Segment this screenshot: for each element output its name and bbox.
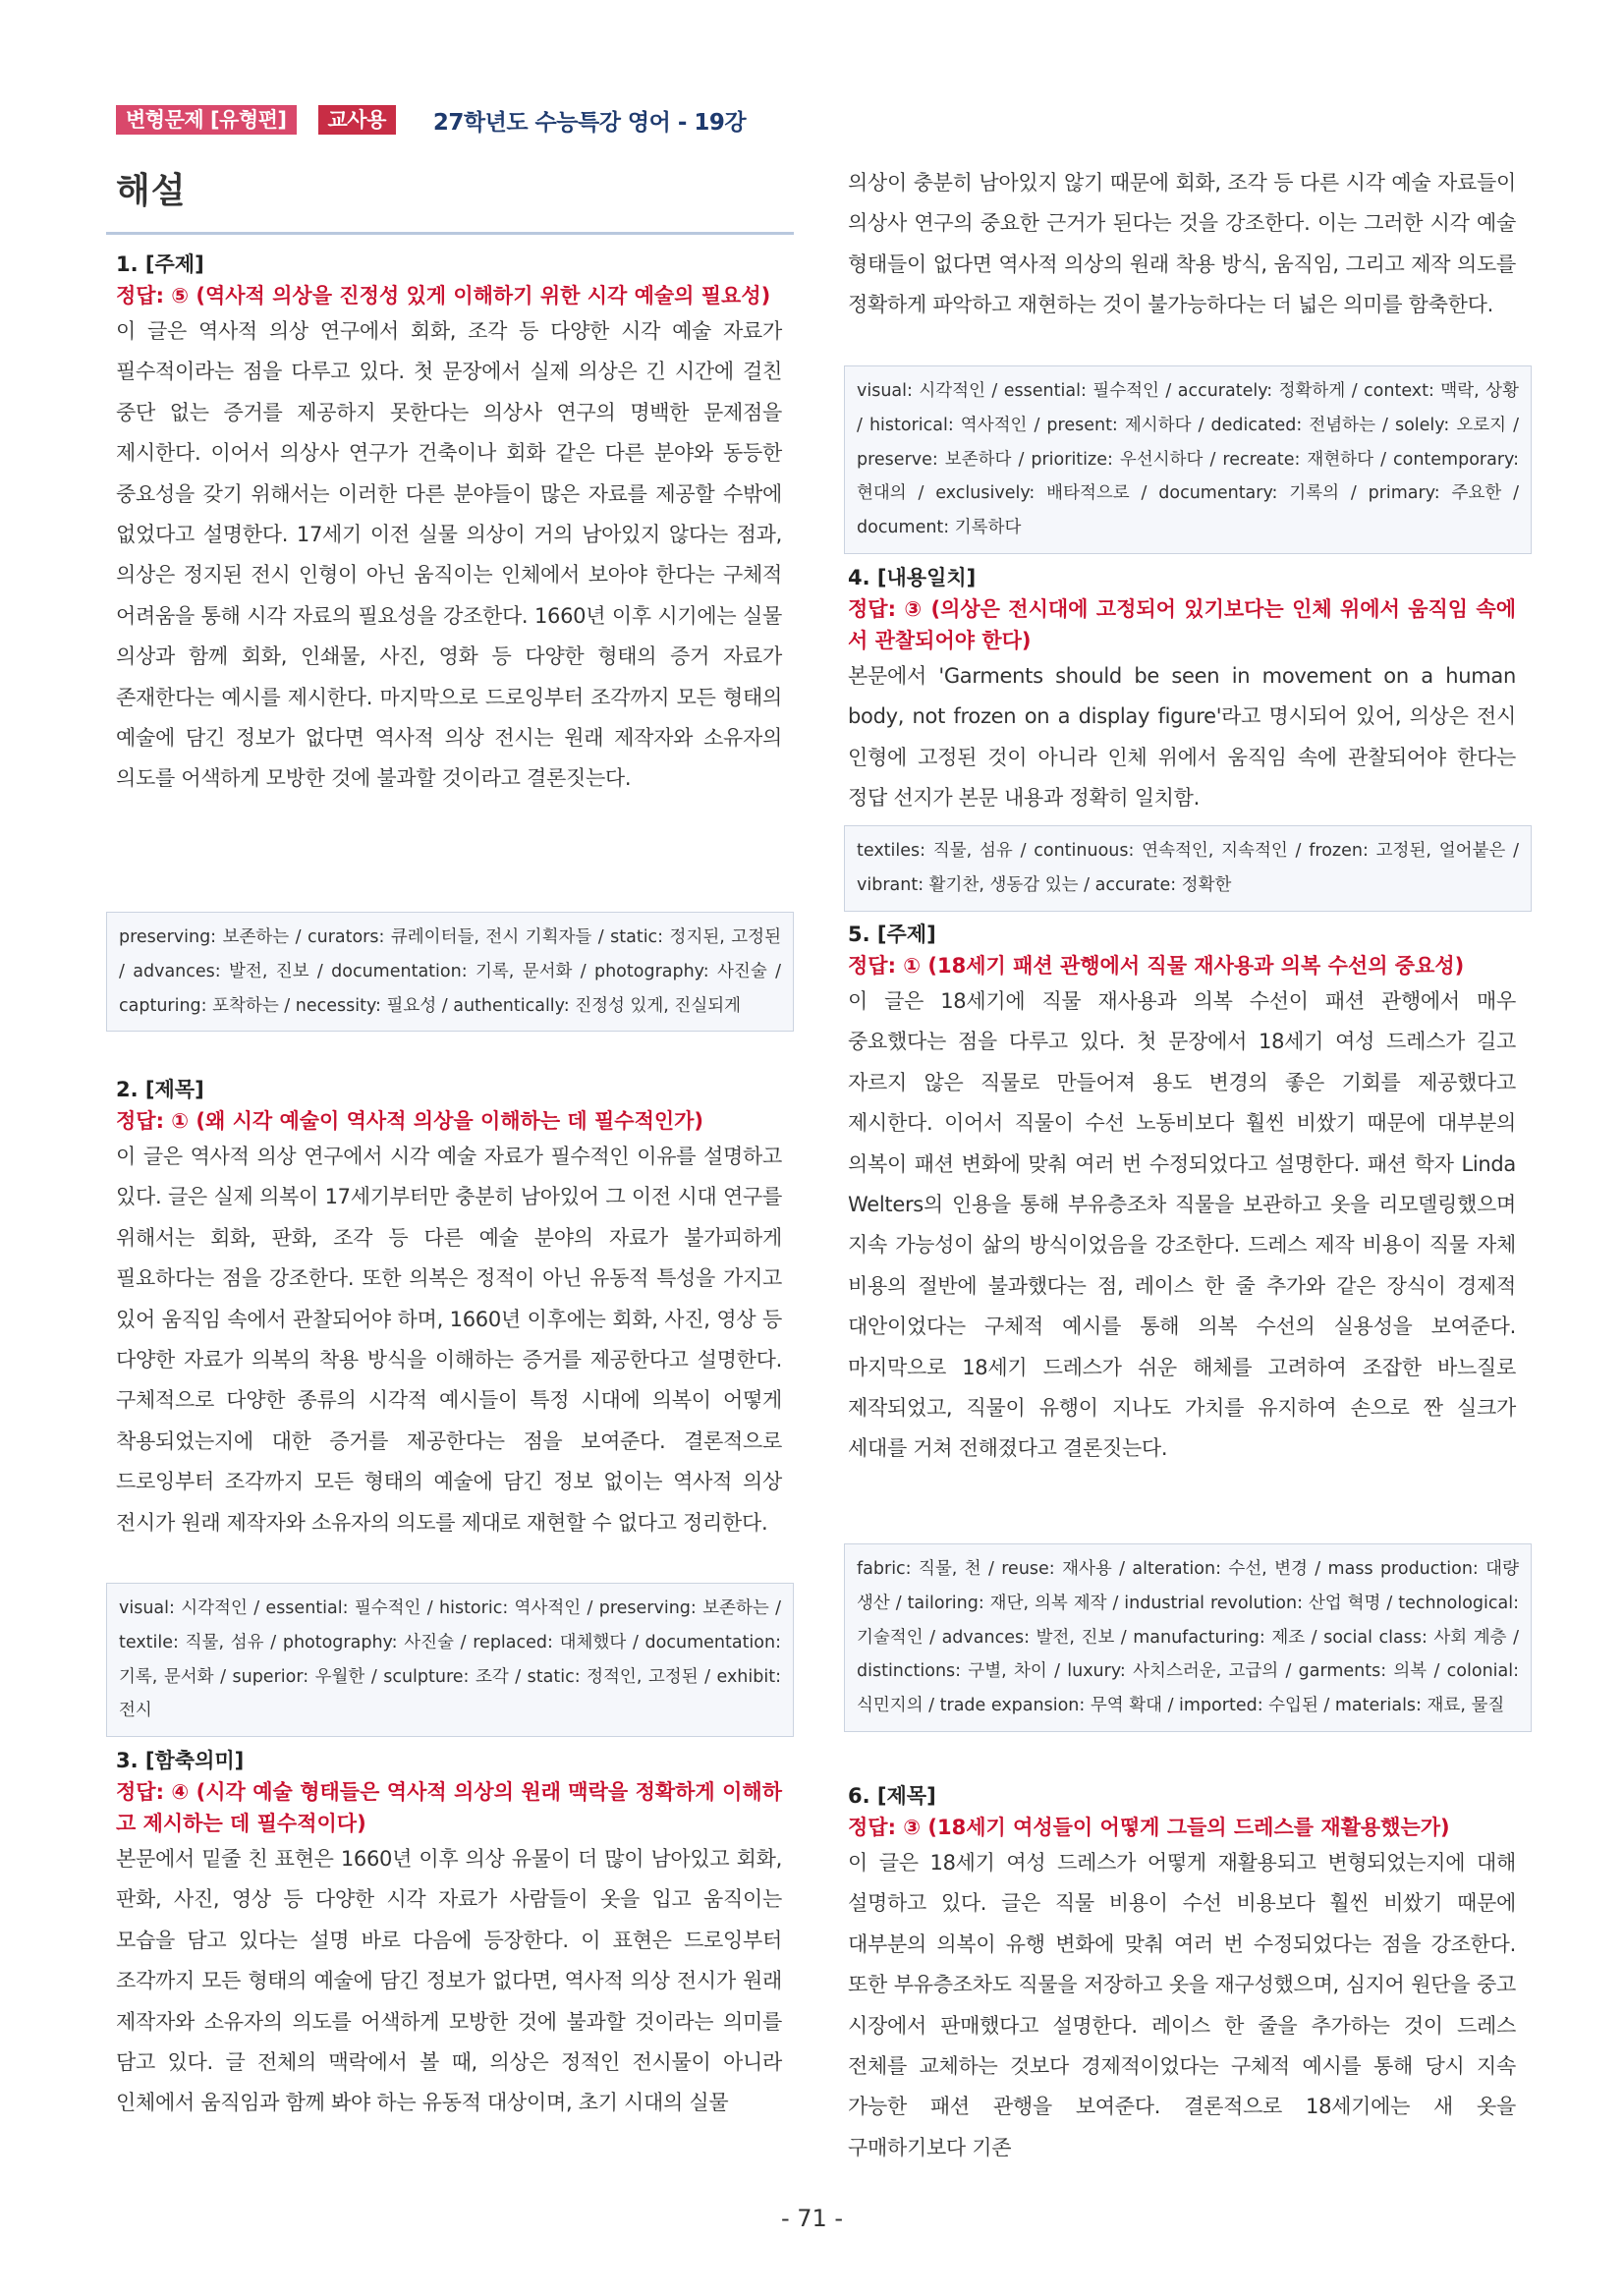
category-tag: 변형문제 [유형편] [116,105,297,135]
vocab-box-2: visual: 시각적인 / essential: 필수적인 / historic: 역사적인 / preserving: 보존하는 / textile: 직물, 섬유 / photography: 사진술 / replaced: 대체했다 / documentation: 기록, 문서화 / superior: 우월한 / sculpture: 조각 / static: 정적인, 고정된 / exhibit: 전시 [106,1583,794,1737]
page-number: - 71 - [780,2205,844,2232]
question-heading: 4. [내용일치] [848,566,977,589]
vocab-box-4: textiles: 직물, 섬유 / continuous: 연속적인, 지속적인 / frozen: 고정된, 얼어붙은 / vibrant: 활기찬, 생동감 있는 / accurate: 정확한 [844,825,1532,912]
question-2 [116,1074,782,1543]
question-5 [848,919,1516,1470]
header-title: 27학년도 수능특강 영어 - 19강 [432,109,747,136]
teacher-tag: 교사용 [318,105,396,135]
explanation-paragraph: 본문에서 'Garments should be seen in movement on a human body, not frozen on a display figure'라고 명시되어 있어, 의상은 전시 인형에 고정된 것이 아니라 인체 위에서 움직임 속에 관찰되어야 한다는 정답 선지가 본문 내용과 정확히 일치함. [848,664,1516,811]
explanation-paragraph: 이 글은 18세기 여성 드레스가 어떻게 재활용되고 변형되었는지에 대해 설명하고 있다. 글은 직물 비용이 수선 비용보다 훨씬 비쌌기 때문에 대부분의 의복이 유행 변화에 맞춰 여러 번 수정되었다는 점을 강조한다. 또한 부유층조차도 직물을 저장하고 옷을 재구성했으며, 심지어 원단을 중고 시장에서 판매했다고 설명한다. 레이스 한 줄을 추가하는 것이 드레스 전체를 교체하는 것보다 경제적이었다는 구체적 예시를 통해 당시 지속 가능한 패션 관행을 보여준다. 결론적으로 18세기에는 새 옷을 구매하기보다 기존 [848,1851,1516,2159]
explanation-paragraph: 본문에서 밑줄 친 표현은 1660년 이후 의상 유물이 더 많이 남아있고 회화, 판화, 사진, 영상 등 다양한 시각 자료가 사람들이 옷을 입고 움직이는 모습을 담고 있다는 설명 바로 다음에 등장한다. 이 표현은 드로잉부터 조각까지 모든 형태의 예술에 담긴 정보가 없다면, 역사적 의상 전시가 원래 제작자와 소유자의 의도를 어색하게 모방한 것에 불과할 것이라는 의미를 담고 있다. 글 전체의 맥락에서 볼 때, 의상은 정적인 전시물이 아니라 인체에서 움직임과 함께 봐야 하는 유동적 대상이며, 초기 시대의 실물 [116,1847,782,2115]
question-heading: 1. [주제] [116,252,204,276]
title-divider [106,232,794,235]
question-4 [848,562,1516,819]
question-3 [116,1745,782,2124]
explanation-paragraph: 이 글은 18세기에 직물 재사용과 의복 수선이 패션 관행에서 매우 중요했다는 점을 다루고 있다. 첫 문장에서 18세기 여성 드레스가 길고 자르지 않은 직물로 만들어져 용도 변경의 좋은 기회를 제공했다고 제시한다. 이어서 직물이 수선 노동비보다 훨씬 비쌌기 때문에 대부분의 의복이 패션 변화에 맞춰 여러 번 수정되었다고 설명한다. 패션 학자 Linda Welters의 인용을 통해 부유층조차 직물을 보관하고 옷을 리모델링했으며 지속 가능성이 삶의 방식이었음을 강조한다. 드레스 제작 비용이 직물 자체 비용의 절반에 불과했다는 점, 레이스 한 줄 추가와 같은 장식이 경제적 대안이었다는 구체적 예시를 통해 의복 수선의 실용성을 보여준다. 마지막으로 18세기 드레스가 쉬운 해체를 고려하여 조잡한 바느질로 제작되었고, 직물이 유행이 지나도 가치를 유지하여 손으로 짠 실크가 세대를 거쳐 전해졌다고 결론짓는다. [848,989,1516,1461]
answer-line: 정답: ③ (의상은 전시대에 고정되어 있기보다는 인체 위에서 움직임 속에서 관찰되어야 한다) [848,597,1516,652]
question-heading: 2. [제목] [116,1078,204,1101]
question-1 [116,249,782,800]
vocab-box-5: fabric: 직물, 천 / reuse: 재사용 / alteration: 수선, 변경 / mass production: 대량 생산 / tailoring: 재단, 의복 제작 / industrial revolution: 산업 혁명 / technological: 기술적인 / advances: 발전, 진보 / manufacturing: 제조 / social class: 사회 계층 / distinctions: 구별, 차이 / luxury: 사치스러운, 고급의 / garments: 의복 / colonial: 식민지의 / trade expansion: 무역 확대 / imported: 수입된 / materials: 재료, 물질 [844,1543,1532,1732]
answer-line: 정답: ① (18세기 패션 관행에서 직물 재사용과 의복 수선의 중요성) [848,954,1465,978]
answer-line: 정답: ① (왜 시각 예술이 역사적 의상을 이해하는 데 필수적인가) [116,1109,704,1133]
question-heading: 5. [주제] [848,923,936,946]
page-header [116,104,746,136]
vocab-box-3: visual: 시각적인 / essential: 필수적인 / accurately: 정확하게 / context: 맥락, 상황 / historical: 역사적인 / present: 제시하다 / dedicated: 전념하는 / solely: 오로지 / preserve: 보존하다 / prioritize: 우선시하다 / recreate: 재현하다 / contemporary: 현대의 / exclusively: 배타적으로 / documentary: 기록의 / primary: 주요한 / document: 기록하다 [844,365,1532,554]
question-heading: 3. [함축의미] [116,1749,245,1772]
explanation-paragraph: 의상이 충분히 남아있지 않기 때문에 회화, 조각 등 다른 시각 예술 자료들이 의상사 연구의 중요한 근거가 된다는 것을 강조한다. 이는 그러한 시각 예술 형태들이 없다면 역사적 의상의 원래 착용 방식, 움직임, 그리고 제작 의도를 정확하게 파악하고 재현하는 것이 불가능하다는 더 넓은 의미를 함축한다. [848,171,1516,317]
question-6 [848,1780,1516,2168]
section-title: 해설 [116,171,187,211]
answer-line: 정답: ④ (시각 예술 형태들은 역사적 의상의 원래 맥락을 정확하게 이해하고 제시하는 데 필수적이다) [116,1780,782,1835]
explanation-paragraph: 이 글은 역사적 의상 연구에서 시각 예술 자료가 필수적인 이유를 설명하고 있다. 글은 실제 의복이 17세기부터만 충분히 남아있어 그 이전 시대 연구를 위해서는 회화, 판화, 조각 등 다른 예술 분야의 자료가 불가피하게 필요하다는 점을 강조한다. 또한 의복은 정적이 아닌 유동적 특성을 가지고 있어 움직임 속에서 관찰되어야 하며, 1660년 이후에는 회화, 사진, 영상 등 다양한 자료가 의복의 착용 방식을 이해하는 증거를 제공한다고 설명한다. 구체적으로 다양한 종류의 시각적 예시들이 특정 시대에 의복이 어떻게 착용되었는지에 대한 증거를 제공한다는 점을 보여준다. 결론적으로 드로잉부터 조각까지 모든 형태의 예술에 담긴 정보 없이는 역사적 의상 전시가 원래 제작자와 소유자의 의도를 제대로 재현할 수 없다고 정리한다. [116,1145,782,1535]
answer-line: 정답: ③ (18세기 여성들이 어떻게 그들의 드레스를 재활용했는가) [848,1816,1450,1839]
question-heading: 6. [제목] [848,1784,936,1808]
answer-line: 정답: ⑤ (역사적 의상을 진정성 있게 이해하기 위한 시각 예술의 필요성) [116,284,771,308]
explanation-paragraph: 이 글은 역사적 의상 연구에서 회화, 조각 등 다양한 시각 예술 자료가 필수적이라는 점을 다루고 있다. 첫 문장에서 실제 의상은 긴 시간에 걸친 중단 없는 증거를 제공하지 못한다는 의상사 연구의 명백한 문제점을 제시한다. 이어서 의상사 연구가 건축이나 회화 같은 다른 분야와 동등한 중요성을 갖기 위해서는 이러한 다른 분야들이 많은 자료를 제공할 수밖에 없었다고 설명한다. 17세기 이전 실물 의상이 거의 남아있지 않다는 점과, 의상은 정지된 전시 인형이 아닌 움직이는 인체에서 보아야 한다는 구체적 어려움을 통해 시각 자료의 필요성을 강조한다. 1660년 이후 시기에는 실물 의상과 함께 회화, 인쇄물, 사진, 영화 등 다양한 형태의 증거 자료가 존재한다는 예시를 제시한다. 마지막으로 드로잉부터 조각까지 모든 형태의 예술에 담긴 정보가 없다면 역사적 의상 전시는 원래 제작자와 소유자의 의도를 어색하게 모방한 것에 불과할 것이라고 결론짓는다. [116,319,782,791]
question-3-continued [848,163,1516,326]
vocab-box-1: preserving: 보존하는 / curators: 큐레이터들, 전시 기획자들 / static: 정지된, 고정된 / advances: 발전, 진보 / documentation: 기록, 문서화 / photography: 사진술 / capturing: 포착하는 / necessity: 필요성 / authentically: 진정성 있게, 진실되게 [106,912,794,1032]
